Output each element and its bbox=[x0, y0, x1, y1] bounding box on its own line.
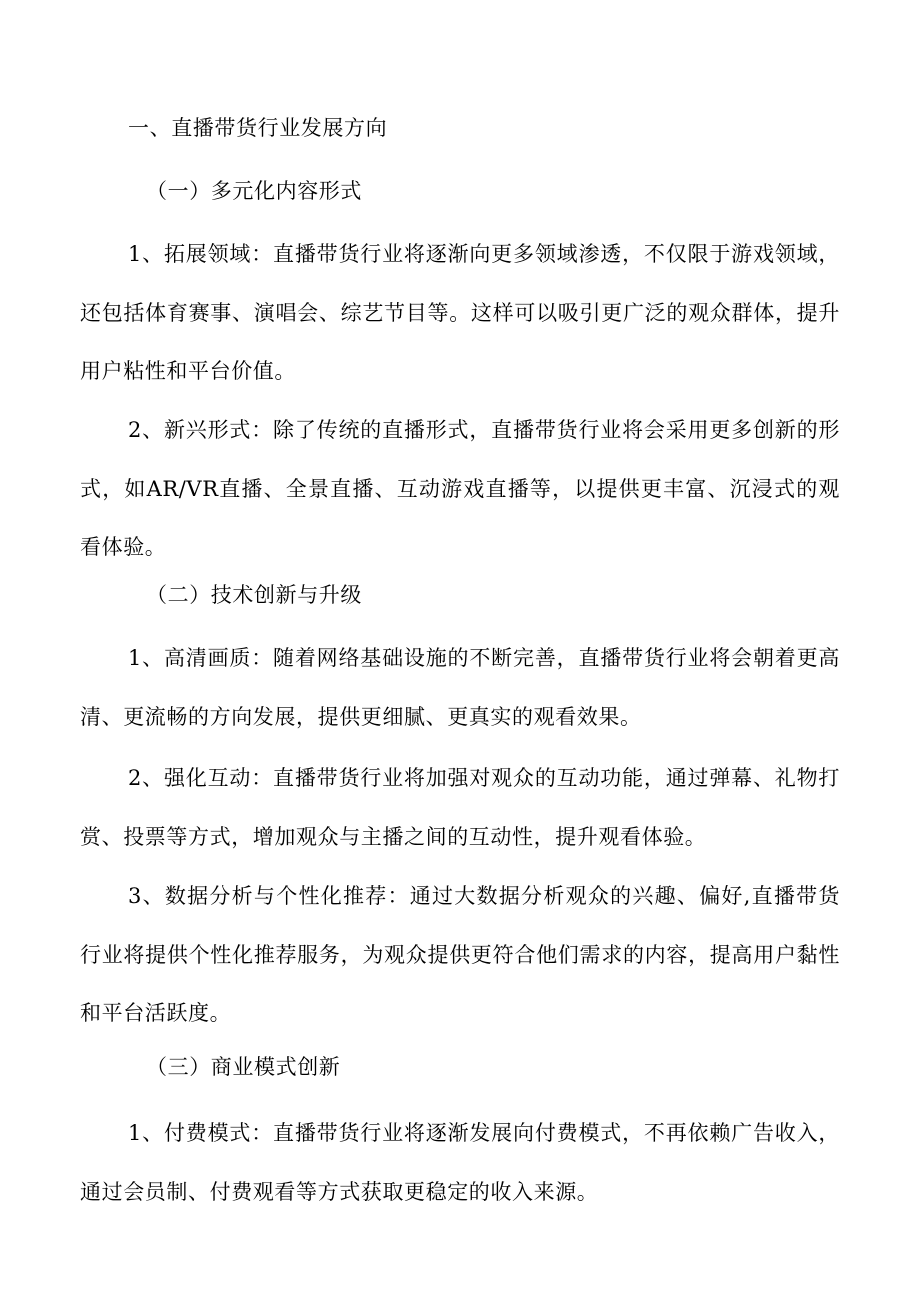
paragraph-2-3: 3、数据分析与个性化推荐：通过大数据分析观众的兴趣、偏好,直播带货行业将提供个性化推荐服务，为观众提供更符合他们需求的内容，提高用户黏性和平台活跃度。 bbox=[80, 884, 840, 1025]
paragraph-1-1: 1、拓展领域：直播带货行业将逐渐向更多领域渗透，不仅限于游戏领域，还包括体育赛事、演唱会、综艺节目等。这样可以吸引更广泛的观众群体，提升用户粘性和平台价值。 bbox=[80, 242, 840, 383]
subsection-title-2: （二）技术创新与升级 bbox=[146, 583, 362, 607]
paragraph-2-1: 1、高清画质：随着网络基础设施的不断完善，直播带货行业将会朝着更高清、更流畅的方向发展，提供更细腻、更真实的观看效果。 bbox=[80, 646, 840, 729]
subsection-title-1: （一）多元化内容形式 bbox=[146, 179, 362, 203]
paragraph-2-2: 2、强化互动：直播带货行业将加强对观众的互动功能，通过弹幕、礼物打赏、投票等方式，增加观众与主播之间的互动性，提升观看体验。 bbox=[80, 766, 840, 849]
paragraph-1-2: 2、新兴形式：除了传统的直播形式，直播带货行业将会采用更多创新的形式，如AR/VR直播、全景直播、互动游戏直播等，以提供更丰富、沉浸式的观看体验。 bbox=[80, 418, 840, 559]
section-title: 一、直播带货行业发展方向 bbox=[128, 116, 388, 140]
subsection-title-3: （三）商业模式创新 bbox=[146, 1055, 341, 1079]
paragraph-3-1: 1、付费模式：直播带货行业将逐渐发展向付费模式，不再依赖广告收入，通过会员制、付费观看等方式获取更稳定的收入来源。 bbox=[80, 1121, 840, 1204]
